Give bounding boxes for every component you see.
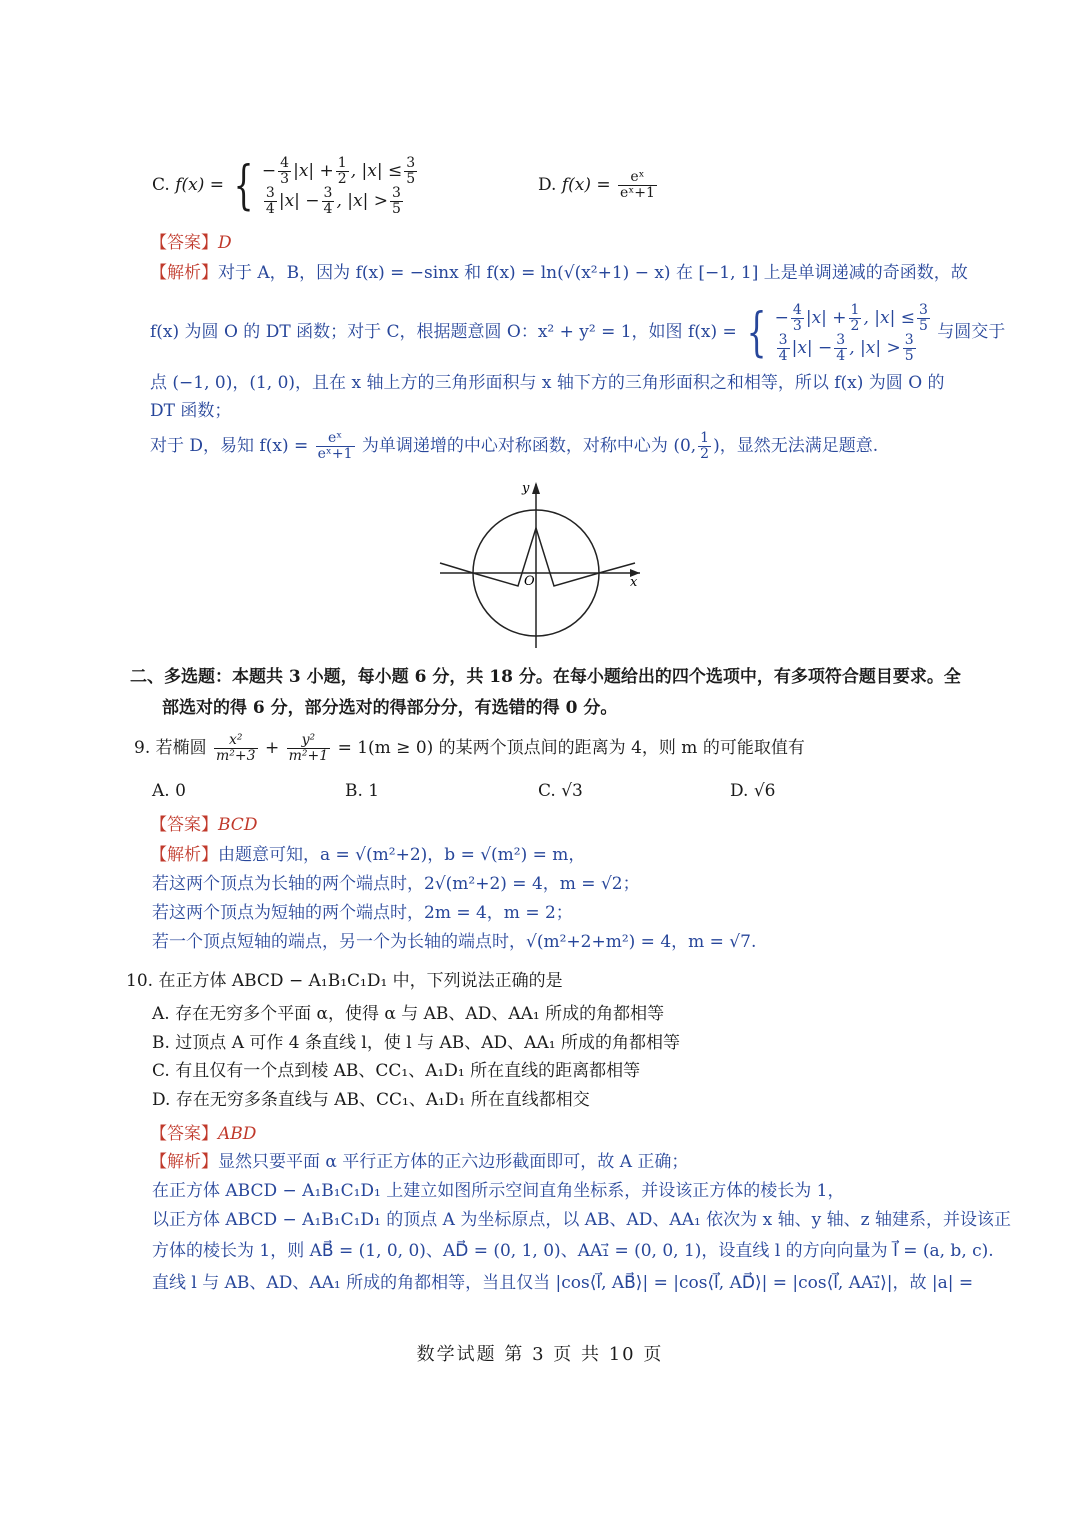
q9-analysis-line1: 【解析】由题意可知，a = √(m²+2)，b = √(m²) = m， — [150, 845, 586, 865]
q9-answer: 【答案】BCD — [150, 815, 258, 835]
q8-option-d: D. f(x) = $\frac{\text{eˣ}}{\text{eˣ+1}}$ — [538, 169, 655, 201]
page-footer: 数学试题 第 3 页 共 10 页 — [416, 1344, 664, 1365]
q9-analysis-line4: 若一个顶点短轴的端点，另一个为长轴的端点时，√(m²+2+m²) = 4，m = √7. — [152, 932, 757, 952]
q9-analysis-line2: 若这两个顶点为长轴的两个端点时，2√(m²+2) = 4，m = √2； — [152, 874, 640, 894]
q9-stem: 9. 若椭圆 $\frac{\text{x²}}{\text{m²+3}}$ + $\frac{\text{y²}}{\text{m²+1}}$ = 1(m ≥ 0) 的某两个顶点间的距离为 4，则 m 的可能取值有 — [134, 732, 805, 764]
q8-option-c: C. f(x) = { − $\frac{4}{3}$ |x| + $\frac{1}{2}$ , |x| ≤ $\frac{3}{5}$ $\frac{3}{4}$ |x| − $\frac{3}{4}$ , |x| > $\frac{3}{5}$ — [152, 150, 419, 220]
q8-answer: 【答案】D — [150, 233, 232, 253]
q10-option-d: D. 存在无穷多条直线与 AB、CC₁、A₁D₁ 所在直线都相交 — [152, 1090, 590, 1110]
circle-graph — [430, 478, 650, 653]
q9-option-d: D. √6 — [730, 781, 776, 801]
y-axis-arrow — [532, 482, 540, 494]
origin-label: O — [524, 574, 535, 589]
q9-option-b: B. 1 — [345, 781, 380, 801]
q9-option-a: A. 0 — [152, 781, 186, 801]
q8-analysis-line5: 对于 D，易知 f(x) = $\frac{\text{eˣ}}{\text{eˣ+1}}$ 为单调递增的中心对称函数，对称中心为 (0, $\frac{1}{2}$ )，显然无法满足题意. — [150, 430, 879, 462]
q9-option-c: C. √3 — [538, 781, 583, 801]
piecewise-cases: − $\frac{4}{3}$ |x| + $\frac{1}{2}$ , |x| ≤ $\frac{3}{5}$ $\frac{3}{4}$ |x| − $\frac{3}{4}$ , |x| > $\frac{3}{5}$ — [261, 154, 416, 217]
function-curve — [440, 528, 635, 586]
q10-analysis-line2: 在正方体 ABCD − A₁B₁C₁D₁ 上建立如图所示空间直角坐标系，并设该正方体的棱长为 1， — [152, 1181, 845, 1201]
x-label: x — [630, 575, 638, 590]
q10-answer: 【答案】ABD — [150, 1124, 257, 1144]
q8-analysis-line3: 点 (−1, 0)，(1, 0)，且在 x 轴上方的三角形面积与 x 轴下方的三角形面积之和相等，所以 f(x) 为圆 O 的 — [150, 373, 945, 393]
q9-analysis-line3: 若这两个顶点为短轴的两个端点时，2m = 4，m = 2； — [152, 903, 573, 923]
q10-analysis-line5: 直线 l 与 AB、AD、AA₁ 所成的角都相等，当且仅当 |cos⟨l⃗, AB⃗⟩| = |cos⟨l⃗, AD⃗⟩| = |cos⟨l⃗, AA₁⃗⟩|，故 |a| = — [152, 1273, 974, 1293]
y-label: y — [522, 481, 530, 496]
section2-header-line1: 二、多选题：本题共 3 小题，每小题 6 分，共 18 分。在每小题给出的四个选项中，有多项符合题目要求。全 — [130, 667, 961, 687]
q8-analysis-line4: DT 函数； — [150, 401, 232, 421]
q10-option-c: C. 有且仅有一个点到棱 AB、CC₁、A₁D₁ 所在直线的距离都相等 — [152, 1061, 641, 1081]
q8-analysis-line2: f(x) 为圆 O 的 DT 函数；对于 C，根据题意圆 O：x² + y² = 1，如图 f(x) = { − $\frac{4}{3}$ |x| + $\frac{1}{2}$ , |x| ≤ $\frac{3}{5}$ $\frac{3}{4}$ |x| − $\frac{3}{4}$ , |x| > $\frac{3}{5}$ 与圆交于 — [150, 301, 1006, 364]
q10-option-b: B. 过顶点 A 可作 4 条直线 l，使 l 与 AB、AD、AA₁ 所成的角都相等 — [152, 1033, 680, 1053]
q10-analysis-line3: 以正方体 ABCD − A₁B₁C₁D₁ 的顶点 A 为坐标原点，以 AB、AD、AA₁ 依次为 x 轴、y 轴、z 轴建系，并设该正 — [152, 1210, 1011, 1230]
section2-header-line2: 部选对的得 6 分，部分选对的得部分分，有选错的得 0 分。 — [162, 698, 618, 718]
q10-analysis-line1: 【解析】显然只要平面 α 平行正方体的正六边形截面即可，故 A 正确； — [150, 1152, 689, 1172]
q8-analysis-line1: 【解析】对于 A，B，因为 f(x) = −sinx 和 f(x) = ln(√(x²+1) − x) 在 [−1, 1] 上是单调递减的奇函数，故 — [150, 263, 968, 283]
q10-stem: 10. 在正方体 ABCD − A₁B₁C₁D₁ 中，下列说法正确的是 — [126, 971, 563, 991]
left-brace: { — [234, 155, 254, 216]
q10-analysis-line4: 方体的棱长为 1，则 AB⃗ = (1, 0, 0)、AD⃗ = (0, 1, 0)、AA₁⃗ = (0, 0, 1)，设直线 l 的方向向量为 l⃗ = (a, b, c). — [152, 1241, 994, 1261]
q10-option-a: A. 存在无穷多个平面 α，使得 α 与 AB、AD、AA₁ 所成的角都相等 — [152, 1004, 665, 1024]
